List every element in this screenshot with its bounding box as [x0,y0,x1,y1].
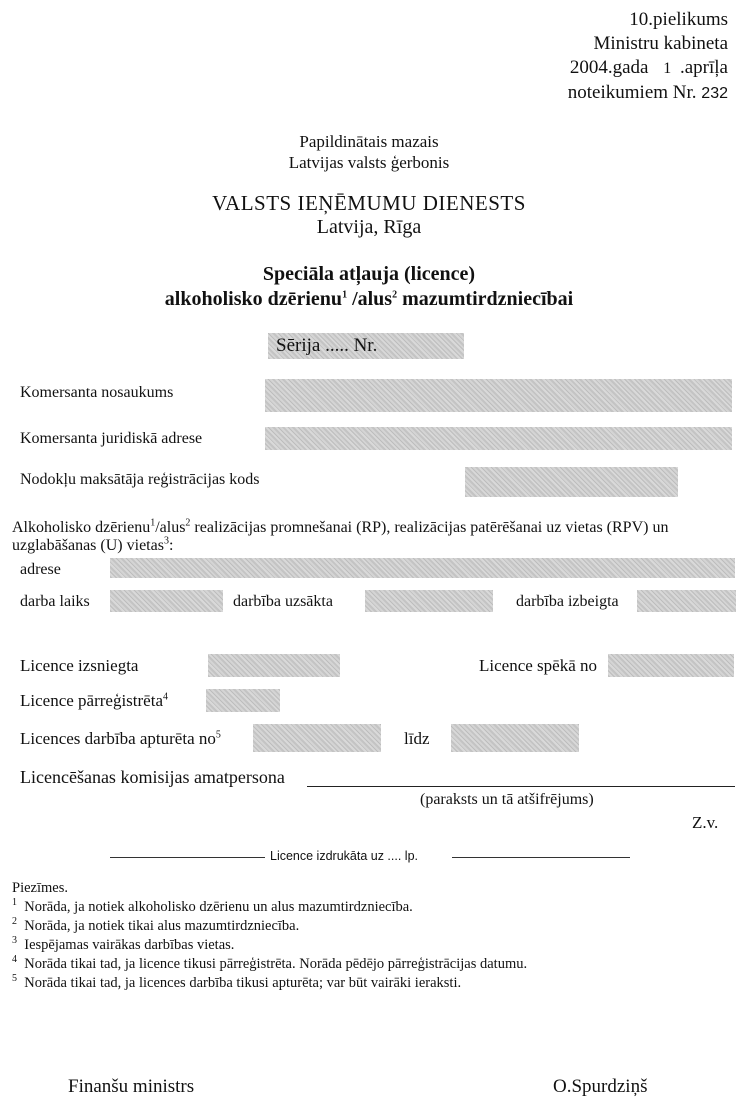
emblem-caption: Papildinātais mazais Latvijas valsts ģerbonis [288,132,450,172]
places-intro: Alkoholisko dzērienu$^1$/alus$^2$ realizācijas promnešanai (RP), realizācijas patērēšanai uz vietas (RPV) un uzglabāšanas (U) vietas$^3$: [12,517,669,554]
minister-role: Finanšu ministrs [68,1076,195,1097]
activity-ended-field[interactable] [637,590,736,612]
tax-code-label: Nodokļu maksātāja reģistrācijas kods [20,471,260,488]
merchant-address-label: Komersanta juridiskā adrese [20,430,203,447]
note-item: $^5$ Norāda tikai tad, ja licences darbība tikusi apturēta; var būt vairāki ieraksti. [12,973,462,991]
printed-on-row [110,849,630,865]
working-hours-field[interactable] [110,590,223,612]
licence-valid-from-label: Licence spēkā no [479,656,597,675]
activity-started-field[interactable] [365,590,493,612]
series-number-field[interactable]: Sērija ..... Nr. [268,333,464,359]
cabinet-line: Ministru kabineta [593,33,728,54]
merchant-address-field[interactable] [265,427,732,450]
printed-on-text: Licence izdrukāta uz .... lp. [270,849,418,863]
agency-name: VALSTS IEŅĒMUMU DIENESTS [212,191,526,215]
note-item: $^2$ Norāda, ja notiek tikai alus mazumtirdzniecība. [12,916,300,934]
licence-issued-label: Licence izsniegta [20,656,139,675]
regulation-line: noteikumiem Nr. 232 [567,82,728,103]
activity-ended-label: darbība izbeigta [516,593,619,610]
licence-valid-from-field[interactable] [608,654,734,677]
printed-on-rule-left [110,857,265,858]
licence-reregistered-label: Licence pārreģistrēta$^4$ [20,691,168,710]
place-address-label: adrese [20,561,61,578]
licence-until-label: līdz [404,729,430,748]
notes-title: Piezīmes. [12,880,68,896]
place-address-field[interactable] [110,558,735,578]
notes-section [12,879,527,993]
note-item: $^1$ Norāda, ja notiek alkoholisko dzērienu un alus mazumtirdzniecība. [12,897,413,915]
tax-code-field[interactable] [465,467,678,497]
licence-issued-field[interactable] [208,654,340,677]
agency-location: Latvija, Rīga [316,216,422,238]
licence-title: Speciāla atļauja (licence) alkoholisko dzērienu$^1$ /alus$^2$ mazumtirdzniecībai [164,263,574,310]
signature-caption: (paraksts un tā atšifrējums) [420,791,594,808]
licence-suspended-from-field[interactable] [253,724,381,752]
activity-started-label: darbība uzsākta [233,593,333,610]
working-hours-label: darba laiks [20,593,90,610]
official-signature-line[interactable] [307,786,735,787]
minister-name: O.Spurdziņš [553,1076,648,1097]
annex-header [568,8,728,106]
official-label: Licencēšanas komisijas amatpersona [20,767,285,787]
note-item: $^4$ Norāda tikai tad, ja licence tikusi pārreģistrēta. Norāda pēdējo pārreģistrācijas datumu. [12,954,528,972]
merchant-name-label: Komersanta nosaukums [20,384,174,401]
licence-suspended-label: Licences darbība apturēta $no^5$ [20,729,221,748]
licence-suspended-until-field[interactable] [451,724,579,752]
date-line: 2004.gada 1 .aprīļa [569,57,728,78]
licence-reregistered-field[interactable] [206,689,280,712]
stamp-mark: Z.v. [692,813,719,832]
merchant-name-field[interactable] [265,379,732,412]
annex-number: 10.pielikums [629,9,728,30]
printed-on-rule-right [452,857,630,858]
note-item: $^3$ Iespējamas vairākas darbības vietas. [12,935,235,953]
